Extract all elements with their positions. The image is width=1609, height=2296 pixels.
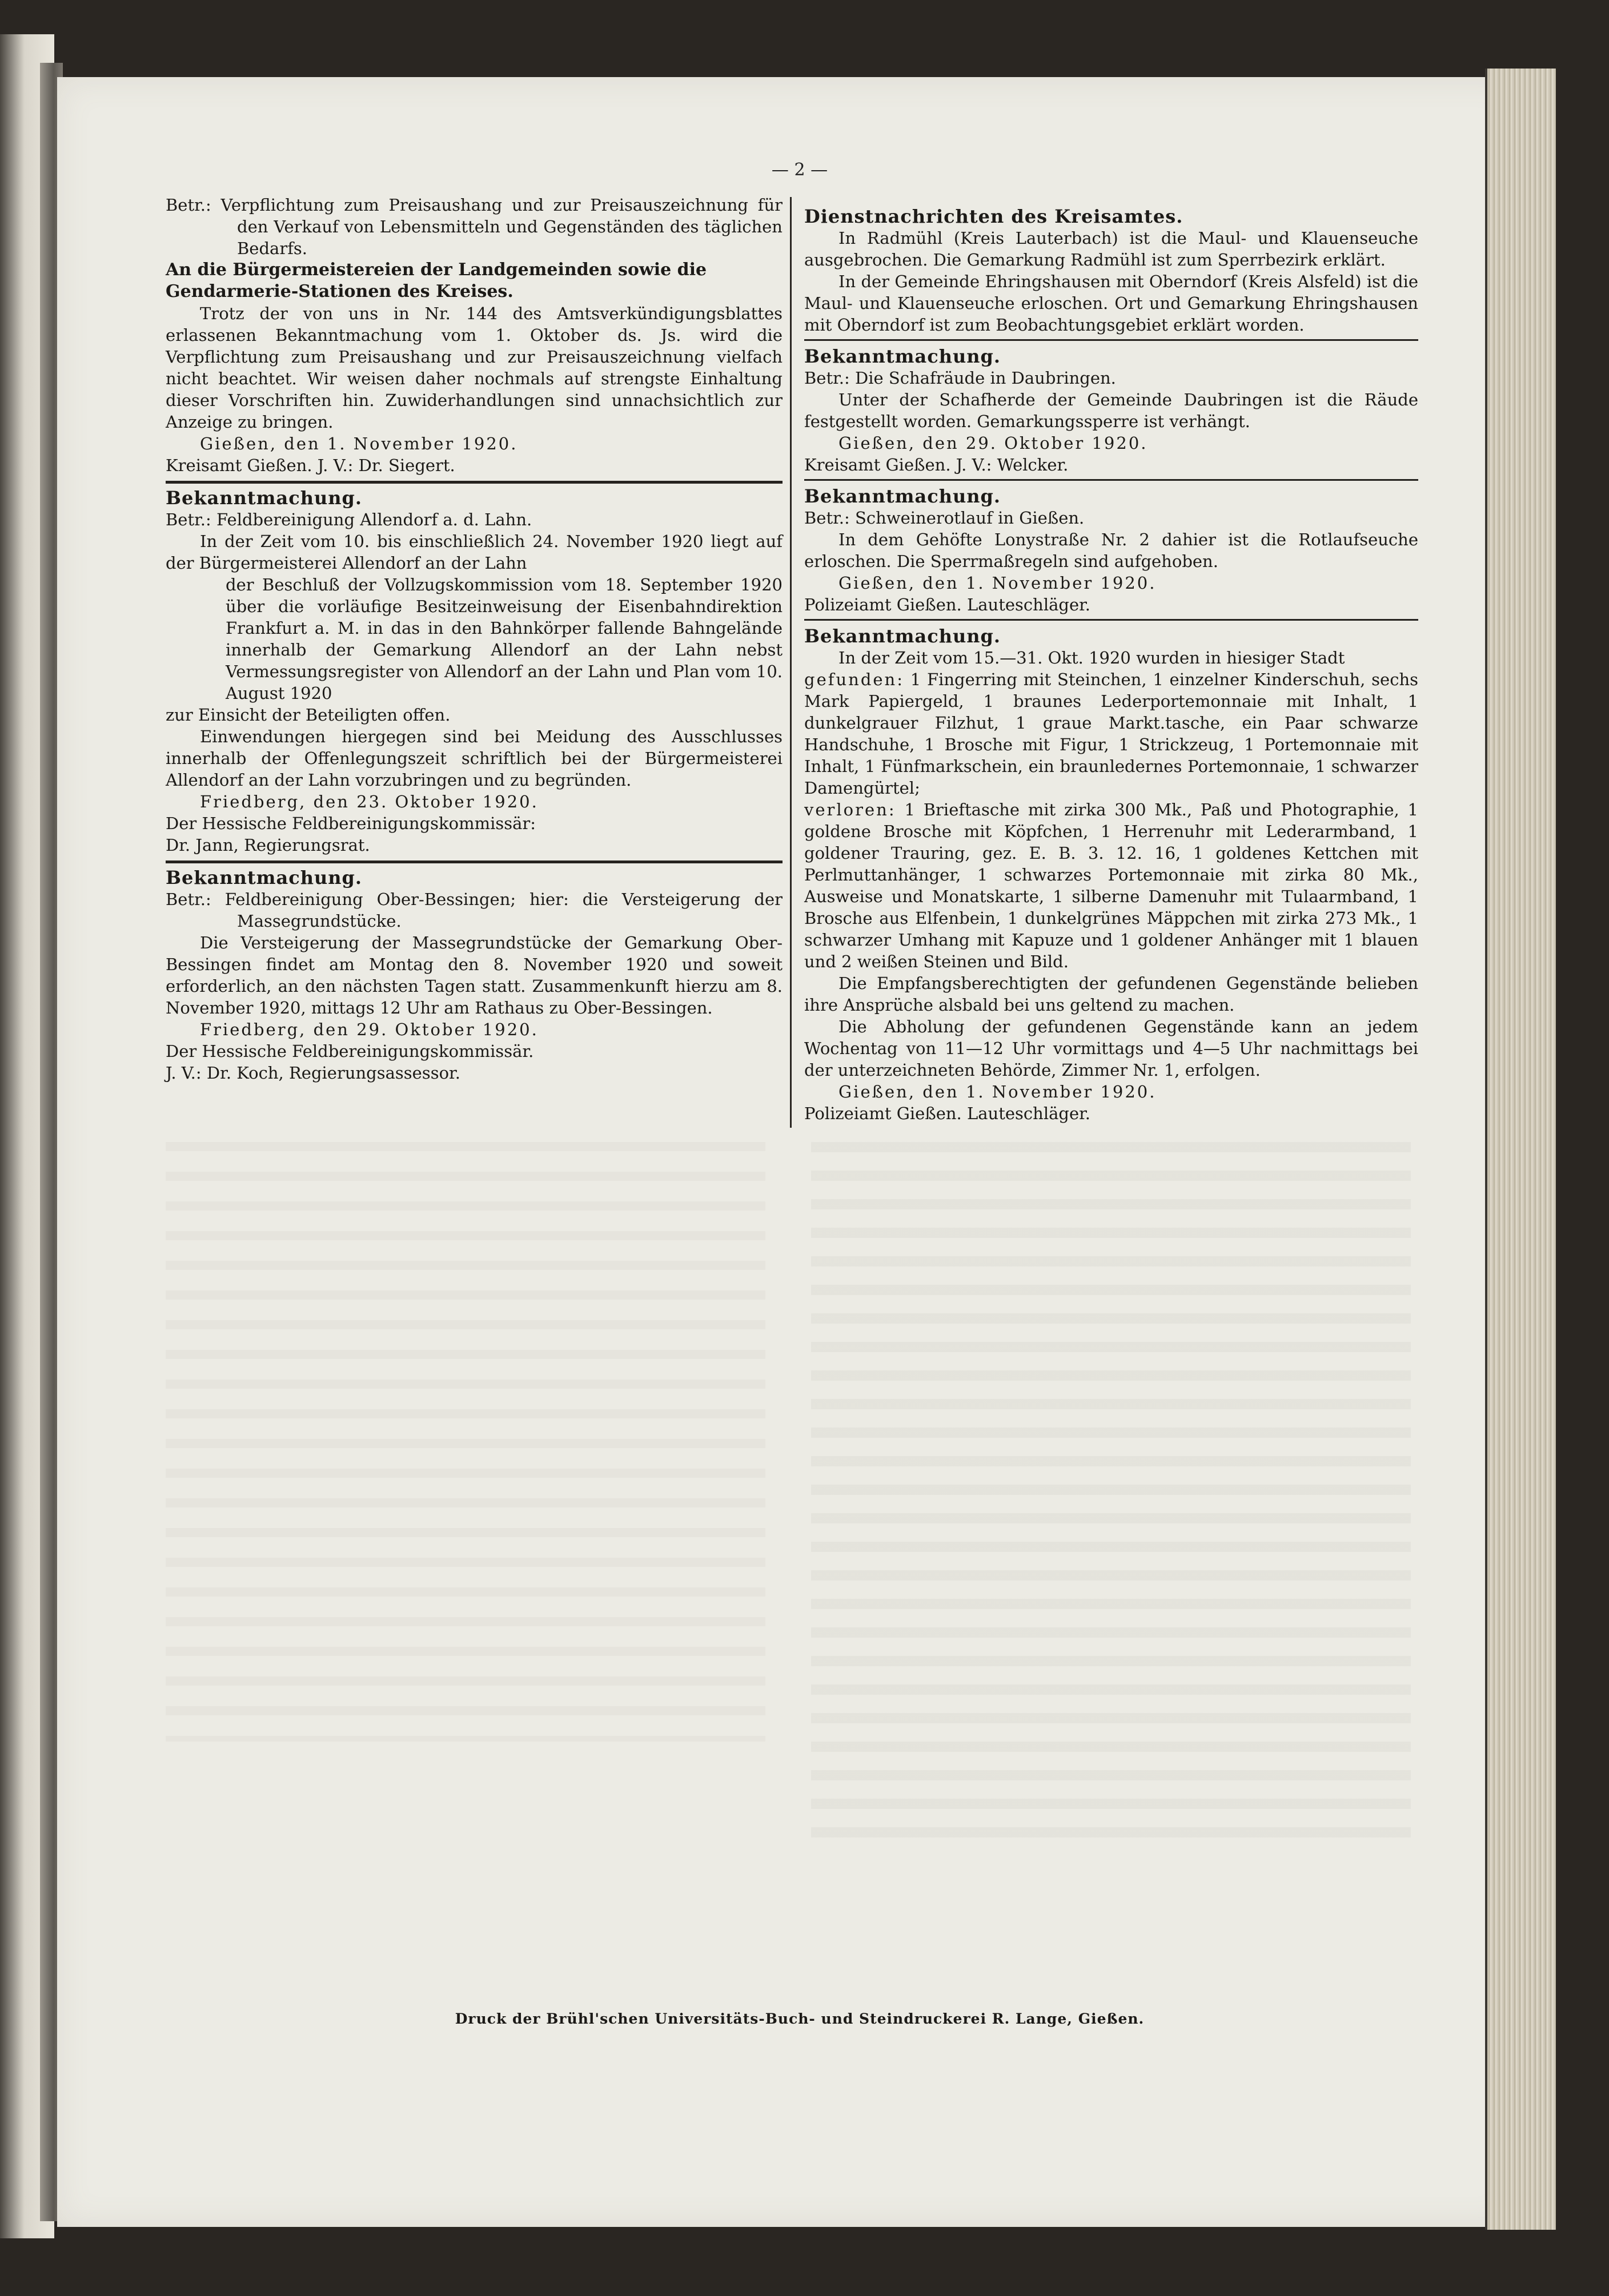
notice-heading: Bekanntmachung. bbox=[804, 345, 1001, 367]
notice-allendorf bbox=[166, 487, 783, 856]
right-column bbox=[804, 206, 1418, 1124]
notice-ober-bessingen bbox=[166, 867, 783, 1084]
notice-signature: Dr. Jann, Regierungsrat. bbox=[166, 835, 370, 855]
notice-signature-title: Der Hessische Feldbereinigungskommissär: bbox=[166, 814, 536, 833]
notice-subject: Betr.: Schweinerotlauf in Gießen. bbox=[804, 508, 1085, 528]
notice-body: In Radmühl (Kreis Lauterbach) ist die Maul- und Klauenseuche ausgebrochen. Die Gemarkung Radmühl ist zum Sperrbezirk erklärt. bbox=[804, 228, 1418, 270]
page-number: — 2 — bbox=[771, 160, 828, 180]
found-items bbox=[804, 669, 1418, 799]
notice-place-date: Friedberg, den 29. Oktober 1920. bbox=[200, 1020, 539, 1039]
notice-heading: Bekanntmachung. bbox=[166, 867, 363, 888]
section-rule bbox=[804, 479, 1418, 481]
notice-signature: J. V.: Dr. Koch, Regierungsassessor. bbox=[166, 1063, 460, 1083]
lost-items bbox=[804, 799, 1418, 972]
notice-lost-and-found bbox=[804, 625, 1418, 1124]
lost-items-list: 1 Brieftasche mit zirka 300 Mk., Paß und Photographie, 1 goldene Brosche mit Köpfchen, 1 Herrenuhr mit Lederarmband, 1 goldener Trauring, gez. E. B. 3. 12. 16, 1 goldenes Kettchen mit Perlmuttanhänger, 1 schwarzes Portemonnaie mit zirka 80 Mk., Ausweise und Monatskarte, 1 silberne Damenuhr mit Tulaarmband, 1 Brosche aus Elfenbein, 1 dunkelgrünes Mäppchen mit zirka 273 Mk., 1 schwarzer Umhang mit Kapuze und 1 goldener Anhänger mit 1 blauen und 2 weißen Steinen und Bild. bbox=[804, 800, 1419, 971]
section-rule bbox=[804, 339, 1418, 341]
notice-daubringen bbox=[804, 345, 1418, 476]
notice-place-date: Gießen, den 1. November 1920. bbox=[200, 434, 518, 453]
notice-service-news bbox=[804, 206, 1418, 336]
notice-signature: Polizeiamt Gießen. Lauteschläger. bbox=[804, 1104, 1091, 1123]
notice-heading: Bekanntmachung. bbox=[804, 625, 1001, 647]
notice-addressee: An die Bürgermeistereien der Landgemeinden sowie die bbox=[166, 260, 707, 280]
notice-body: Trotz der von uns in Nr. 144 des Amtsverkündigungsblattes erlassenen Bekanntmachung vom 1. Oktober ds. Js. wird die Verpflichtung zum Preisaushang und zur Preisauszeichnung vielfach nicht beachtet. Wir weisen daher nochmals auf strengste Einhaltung dieser Vorschriften hin. Zuwiderhandlungen sind unnachsichtlich zur Anzeige zu bringen. bbox=[166, 304, 783, 432]
notice-body-detail: der Beschluß der Vollzugskommission vom 18. September 1920 über die vorläufige Besitzeinweisung der Eisenbahndirektion Frankfurt a. M. in das in den Bahnkörper fallende Bahngelände innerhalb der Gemarkung Allendorf an der Lahn nebst Vermessungsregister von Allendorf an der Lahn und Plan vom 10. August 1920 bbox=[226, 575, 783, 703]
show-through-text-right bbox=[811, 1142, 1411, 1856]
notice-body: Unter der Schafherde der Gemeinde Daubringen ist die Räude festgestellt worden. Gemarkungssperre ist verhängt. bbox=[804, 390, 1418, 431]
notice-price-display bbox=[166, 194, 783, 476]
notice-subject: Betr.: Feldbereinigung Ober-Bessingen; hier: die Versteigerung der Massegrundstücke. bbox=[166, 890, 783, 931]
printer-imprint: Druck der Brühl'schen Universitäts-Buch- und Steindruckerei R. Lange, Gießen. bbox=[455, 2010, 1145, 2027]
page-stack-edges bbox=[1485, 69, 1556, 2230]
notice-addressee-line2: Gendarmerie-Stationen des Kreises. bbox=[166, 282, 513, 301]
notice-body-outro: zur Einsicht der Beteiligten offen. bbox=[166, 705, 451, 725]
left-column bbox=[166, 194, 783, 1084]
notice-body: In dem Gehöfte Lonystraße Nr. 2 dahier ist die Rotlaufseuche erloschen. Die Sperrmaßregeln sind aufgehoben. bbox=[804, 530, 1418, 571]
notice-signature: Kreisamt Gießen. J. V.: Welcker. bbox=[804, 455, 1069, 475]
notice-claims: Die Empfangsberechtigten der gefundenen Gegenstände belieben ihre Ansprüche alsbald bei uns geltend zu machen. bbox=[804, 974, 1418, 1015]
notice-pickup: Die Abholung der gefundenen Gegenstände kann an jedem Wochentag von 11—12 Uhr vormittags und 4—5 Uhr nachmittags bei der unterzeichneten Behörde, Zimmer Nr. 1, erfolgen. bbox=[804, 1017, 1418, 1080]
section-rule bbox=[804, 619, 1418, 621]
notice-heading: Bekanntmachung. bbox=[166, 487, 363, 509]
notice-place-date: Gießen, den 1. November 1920. bbox=[838, 1082, 1157, 1101]
notice-rotlauf bbox=[804, 485, 1418, 616]
column-divider bbox=[790, 197, 792, 1128]
notice-body-second: In der Gemeinde Ehringshausen mit Oberndorf (Kreis Alsfeld) ist die Maul- und Klauenseuche erloschen. Ort und Gemarkung Ehringshausen mit Oberndorf ist zum Beobachtungsgebiet erklärt worden. bbox=[804, 272, 1418, 335]
notice-heading: Bekanntmachung. bbox=[804, 485, 1001, 507]
notice-signature: Polizeiamt Gießen. Lauteschläger. bbox=[804, 595, 1091, 614]
notice-subject: Betr.: Verpflichtung zum Preisaushang und zur Preisauszeichnung für den Verkauf von Lebensmitteln und Gegenständen des täglichen Bedarfs. bbox=[166, 195, 783, 258]
notice-heading: Dienstnachrichten des Kreisamtes. bbox=[804, 206, 1183, 227]
notice-place-date: Gießen, den 29. Oktober 1920. bbox=[838, 433, 1148, 453]
show-through-text-left bbox=[166, 1142, 765, 1742]
notice-intro: In der Zeit vom 15.—31. Okt. 1920 wurden in hiesiger Stadt bbox=[838, 648, 1345, 668]
notice-subject: Betr.: Die Schafräude in Daubringen. bbox=[804, 368, 1116, 388]
found-items-list: 1 Fingerring mit Steinchen, 1 einzelner Kinderschuh, sechs Mark Papiergeld, 1 braunes Lederportemonnaie mit Inhalt, 1 dunkelgrauer Filzhut, 1 graue Markt.tasche, ein Paar schwarze Handschuhe, 1 Brosche mit Figur, 1 Strickzeug, 1 Portemonnaie mit Inhalt, 1 Fünfmarkschein, ein braunledernes Portemonnaie, 1 schwarzer Damengürtel; bbox=[804, 670, 1419, 798]
notice-subject: Betr.: Feldbereinigung Allendorf a. d. Lahn. bbox=[166, 510, 532, 529]
notice-body-objections: Einwendungen hiergegen sind bei Meidung des Ausschlusses innerhalb der Offenlegungszeit schriftlich bei der Bürgermeisterei Allendorf an der Lahn vorzubringen und zu begründen. bbox=[166, 727, 783, 790]
notice-signature-title: Der Hessische Feldbereinigungskommissär. bbox=[166, 1042, 534, 1061]
notice-place-date: Gießen, den 1. November 1920. bbox=[838, 573, 1157, 593]
notice-place-date: Friedberg, den 23. Oktober 1920. bbox=[200, 792, 539, 811]
found-label: gefunden: bbox=[804, 670, 904, 689]
section-rule bbox=[166, 481, 783, 484]
notice-signature: Kreisamt Gießen. J. V.: Dr. Siegert. bbox=[166, 456, 455, 475]
lost-label: verloren: bbox=[804, 800, 896, 819]
notice-body: Die Versteigerung der Massegrundstücke der Gemarkung Ober-Bessingen findet am Montag den 8. November 1920 und soweit erforderlich, an den nächsten Tagen statt. Zusammenkunft hierzu am 8. November 1920, mittags 12 Uhr am Rathaus zu Ober-Bessingen. bbox=[166, 933, 783, 1018]
section-rule bbox=[166, 861, 783, 863]
notice-body-intro: In der Zeit vom 10. bis einschließlich 24. November 1920 liegt auf der Bürgermeisterei Allendorf an der Lahn bbox=[166, 532, 783, 573]
